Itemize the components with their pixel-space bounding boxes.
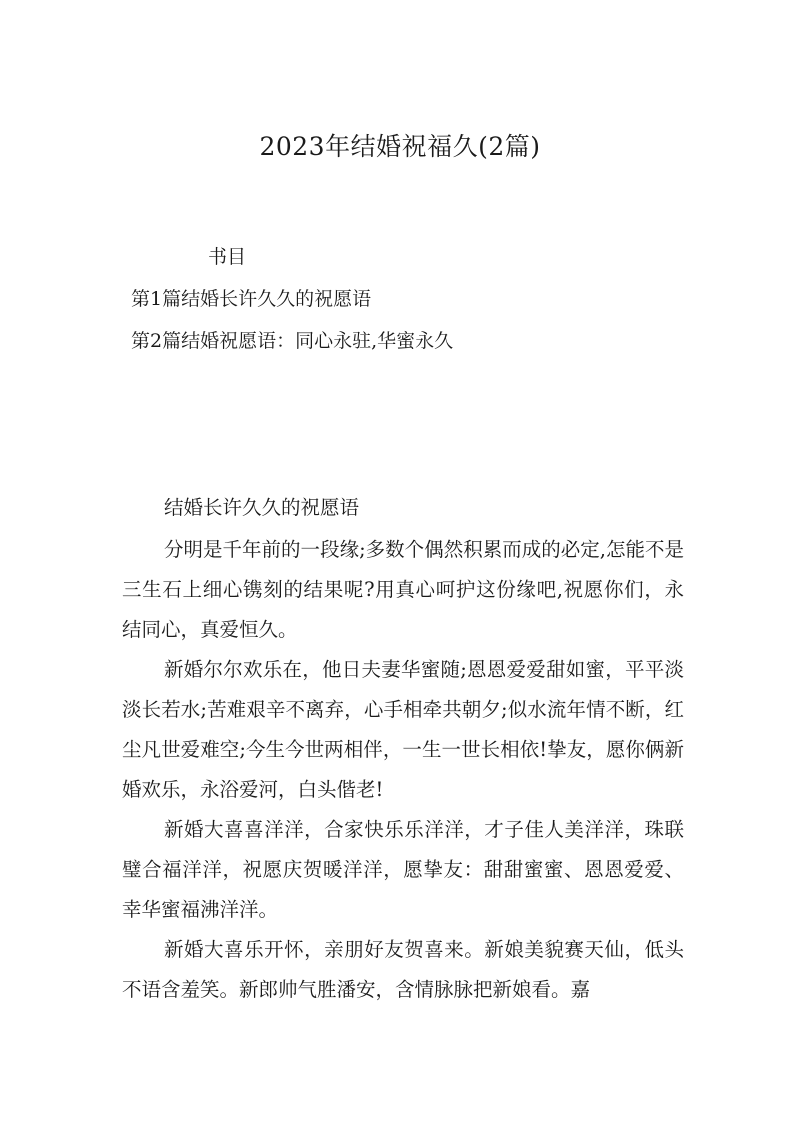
body-paragraph: 分明是千年前的一段缘;多数个偶然积累而成的必定,怎能不是三生石上细心镌刻的结果呢?用真心呵护这份缘吧,祝愿你们，永结同心，真爱恒久。 [122,538,684,641]
body-paragraph: 新婚大喜乐开怀，亲朋好友贺喜来。新娘美貌赛天仙，低头不语含羞笑。新郎帅气胜潘安，含情脉脉把新娘看。嘉 [122,938,684,1001]
toc-item[interactable]: 第2篇结婚祝愿语：同心永驻,华蜜永久 [131,330,454,352]
section-heading: 结婚长许久久的祝愿语 [164,496,360,519]
article-body [122,490,684,1010]
toc-heading: 书目 [208,246,247,268]
toc-item[interactable]: 第1篇结婚长许久久的祝愿语 [131,288,372,310]
document-title: 2023年结婚祝福久(2篇) [259,132,541,161]
body-paragraph: 新婚尔尔欢乐在，他日夫妻华蜜随;恩恩爱爱甜如蜜，平平淡淡长若水;苦难艰辛不离弃，心手相牵共朝夕;似水流年情不断，红尘凡世爱难空;今生今世两相伴，一生一世长相依!挚友，愿你俩新婚欢乐，永浴爱河，白头偕老! [122,658,684,801]
body-paragraph: 新婚大喜喜洋洋，合家快乐乐洋洋，才子佳人美洋洋，珠联璧合福洋洋，祝愿庆贺暖洋洋，愿挚友：甜甜蜜蜜、恩恩爱爱、幸华蜜福沸洋洋。 [122,818,684,921]
